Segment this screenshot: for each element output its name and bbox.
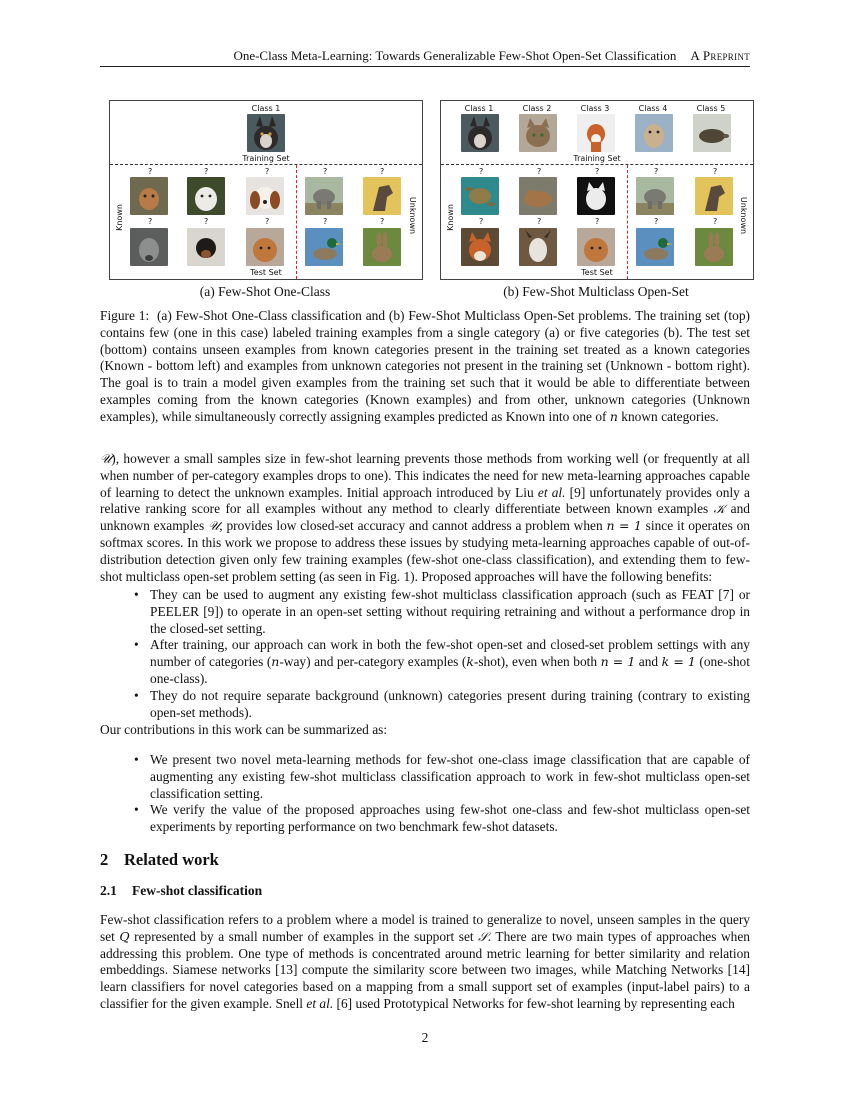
list-item: • After training, our approach can work in both the few-shot open-set and closed-set problem settings with any number of categories (n-way) and per-category examples (k-shot), even when both n = 1 and k = 1 (one-shot one-class). [134,637,750,687]
preprint-tag: A Preprint [690,48,750,63]
known-unknown-divider [627,165,628,279]
husky-image [247,114,285,152]
query-mark: ? [479,217,484,226]
dachshund-image [187,228,225,266]
camel-image [635,114,673,152]
white-dog-image [187,177,225,215]
class-label: Class 3 [580,104,610,113]
contributions-list [134,752,750,836]
duck-image [636,228,674,266]
train-test-divider [441,164,753,165]
known-unknown-divider [296,165,297,279]
list-item: • They do not require separate background (unknown) categories present during training (contrary to existing open-set methods). [134,688,750,722]
class-label: Class 5 [696,104,726,113]
rabbit-image [363,228,401,266]
class-label: Class 4 [638,104,668,113]
class-label: Class 1 [464,104,494,113]
benefits-list [134,587,750,721]
query-mark: ? [323,217,328,226]
lying-cat-image [519,177,557,215]
elephant-image [305,177,343,215]
train-test-divider [110,164,422,165]
query-mark: ? [537,217,542,226]
query-mark: ? [479,167,484,176]
white-kitten-image [577,177,615,215]
fox-image [577,114,615,152]
known-label: Known [445,204,455,231]
query-mark: ? [654,217,659,226]
figure-panel-multiclass-open-set [440,100,754,280]
query-mark: ? [204,167,209,176]
query-mark: ? [537,167,542,176]
query-mark: ? [595,167,600,176]
section-heading-related-work: 2 Related work [100,850,219,869]
elephant-image [636,177,674,215]
weimaraner-image [130,228,168,266]
tabby-cat-image [519,114,557,152]
query-mark: ? [595,217,600,226]
query-mark: ? [380,217,385,226]
goat-image [519,228,557,266]
query-mark: ? [204,217,209,226]
query-mark: ? [713,217,718,226]
subcaption-a: (a) Few-Shot One-Class [199,284,331,299]
query-mark: ? [713,167,718,176]
subcaption-b: (b) Few-Shot Multiclass Open-Set [503,284,689,299]
contributions-intro: Our contributions in this work can be summarized as: [100,722,388,737]
turtle-image [693,114,731,152]
rabbit-image [695,228,733,266]
training-set-label: Training Set [242,154,290,163]
unknown-label: Unknown [408,196,418,235]
query-mark: ? [265,217,270,226]
duck-image [305,228,343,266]
query-mark: ? [380,167,385,176]
retriever-puppy-image [246,228,284,266]
test-set-label: Test Set [250,268,282,277]
list-item: • We verify the value of the proposed approaches using few-shot one-class and few-shot multiclass open-set experiments by reporting performance on two benchmark few-shot datasets. [134,802,750,836]
class-label: Class 1 [251,104,281,113]
retriever-puppy-image [577,228,615,266]
unknown-label: Unknown [739,196,749,235]
horse-image [695,177,733,215]
query-mark: ? [265,167,270,176]
running-header [100,48,750,67]
list-item: • We present two novel meta-learning methods for few-shot one-class image classification that are capable of augmenting any existing few-shot multiclass classification approach to work in few-shot multiclass open-set classification setting. [134,752,750,802]
training-set-label: Training Set [573,154,621,163]
caption-prefix: Figure 1: [100,308,150,323]
fox-image [461,228,499,266]
puppy-image [130,177,168,215]
body-paragraph-few-shot: Few-shot classification refers to a problem where a model is trained to generalize to novel, unseen samples in the query set Q represented by a small number of examples in the support set 𝒮. There are two main types of approaches when addressing this problem. One type of methods is concentrated around metric learning for better similarity and relation embeddings. Siamese networks [13] compute the similarity score between two images, while Matching Networks [14] learn classifiers for novel categories based on a mapping from a small support set of examples (input-label pairs) to a classifier for the given example. Snell et al. [6] used Prototypical Networks for few-shot learning by representing each [100,912,750,1011]
figure-panel-one-class [109,100,423,280]
husky-image [461,114,499,152]
test-set-label: Test Set [581,268,613,277]
running-title: One-Class Meta-Learning: Towards Generalizable Few-Shot Open-Set Classification [233,48,677,63]
query-mark: ? [148,167,153,176]
list-item: • They can be used to augment any existing few-shot multiclass classification approach (such as FEAT [7] or PEELER [9]) to operate in an open-set setting without requiring retraining and without a performance drop in the closed-set setting. [134,587,750,637]
known-label: Known [114,204,124,231]
page-number: 2 [421,1030,429,1045]
query-mark: ? [323,167,328,176]
subsection-heading-few-shot: 2.1 Few-shot classification [100,883,263,898]
query-mark: ? [654,167,659,176]
class-label: Class 2 [522,104,552,113]
body-paragraph-intro: 𝒰), however a small samples size in few-shot learning prevents those methods from working well (or frequently at all when number of per-category examples drops to one). This indicates the need for new meta-learning approaches capable of learning to detect the unknown examples. Initial approach introduced by Liu et al. [9] unfortunately provides only a relative ranking score for all examples without any method to clearly differentiate between known examples 𝒦 and unknown examples 𝒰, provides low closed-set accuracy and cannot address a problem when n = 1 since it operates on softmax scores. In this work we propose to address these issues by studying meta-learning approaches capable of out-of-distribution detection given only few training examples (few-shot one-class classification), and extending them to few-shot multiclass open-set problem setting (as seen in Fig. 1). Proposed approaches will have the following benefits: [100,451,751,584]
sea-turtle-image [461,177,499,215]
spaniel-image [246,177,284,215]
query-mark: ? [148,217,153,226]
figure-caption: Figure 1: (a) Few-Shot One-Class classification and (b) Few-Shot Multiclass Open-Set problems. The training set (top) contains few (one in this case) labeled training examples from a single category (a) or five categories (b). The test set (bottom) contains unseen examples from known categories present in the training set treated as a known categories (Known - bottom left) and examples from unknown categories not present in the training set (Unknown - bottom right). The goal is to train a model given examples from the training set such that it would be able to differentiate between examples coming from the known categories (Known examples) and from other, unknown categories (Unknown examples), while simultaneously correctly assigning examples predicted as Known into one of n known categories. [100,308,750,424]
horse-image [363,177,401,215]
